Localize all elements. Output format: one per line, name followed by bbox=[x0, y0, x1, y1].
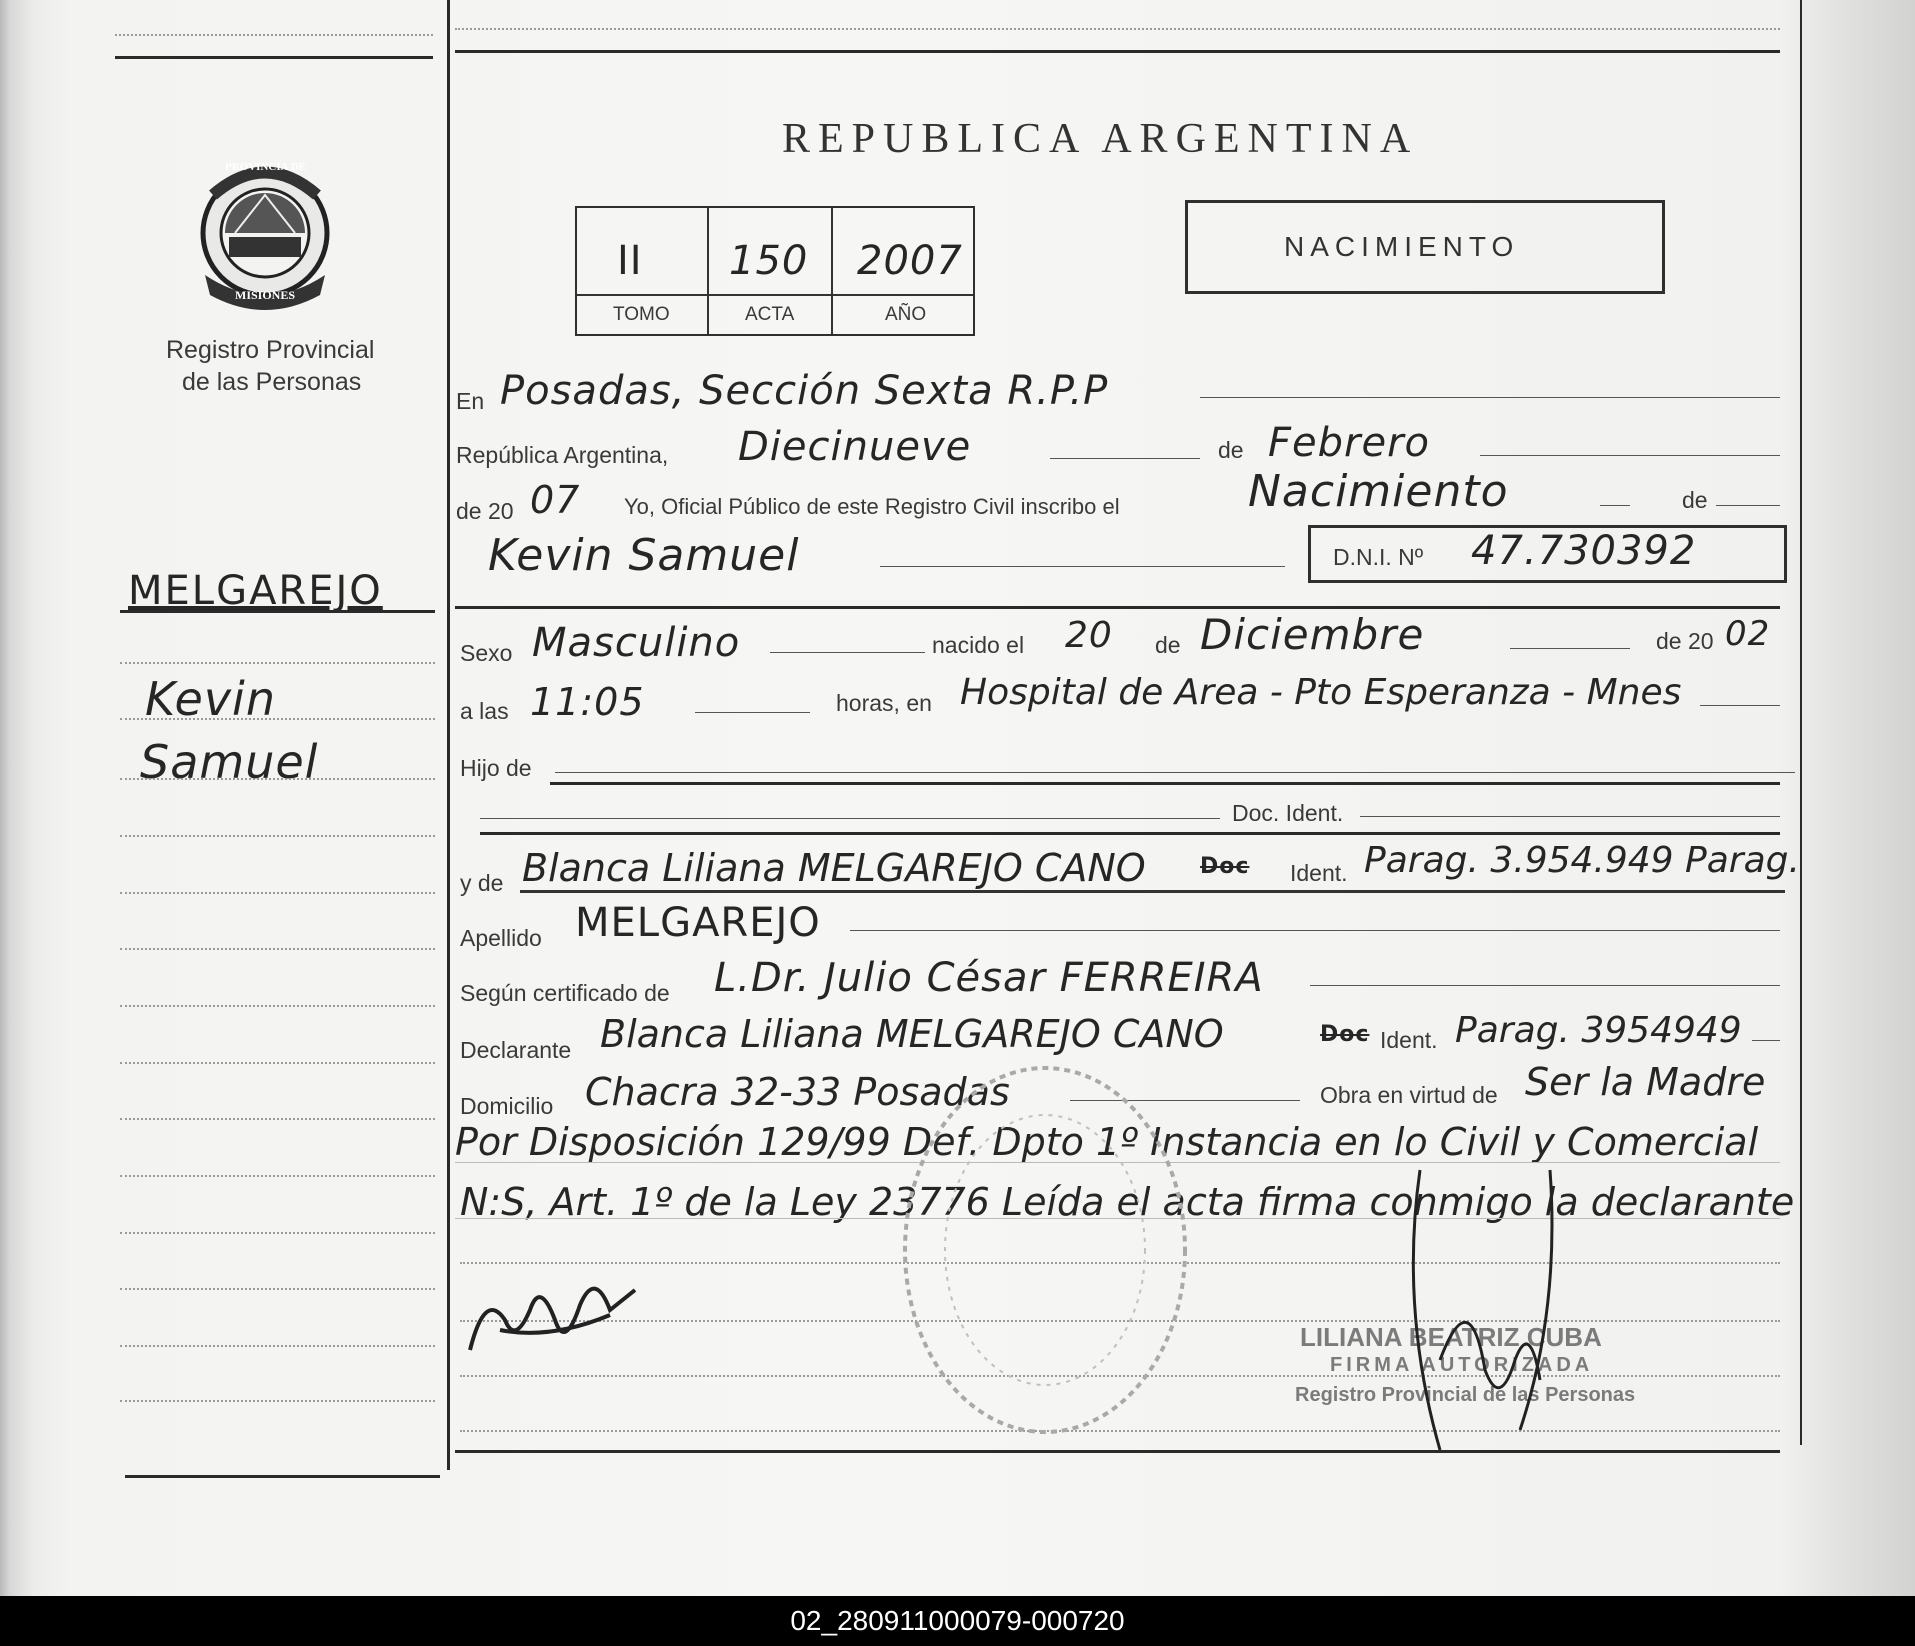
margin-dotted-13 bbox=[120, 1345, 435, 1347]
line-birth-month bbox=[1510, 648, 1630, 649]
line-birthplace bbox=[1700, 705, 1780, 706]
label-ident: Ident. bbox=[1290, 860, 1348, 886]
label-doc-ident: Doc. Ident. bbox=[1232, 800, 1344, 826]
event-entry: Nacimiento bbox=[1248, 466, 1509, 517]
margin-given-1: Kevin bbox=[145, 672, 276, 726]
line-father-doc bbox=[1360, 816, 1780, 817]
acta-label: ACTA bbox=[745, 304, 795, 325]
margin-bottom-rule bbox=[125, 1475, 440, 1478]
label-sexo: Sexo bbox=[460, 640, 513, 666]
mother-doc-struck: Doc bbox=[1200, 854, 1250, 879]
table-divider-1 bbox=[707, 208, 709, 334]
margin-dotted-5 bbox=[120, 892, 435, 894]
label-de: de bbox=[1218, 437, 1244, 463]
column-divider bbox=[447, 0, 450, 1470]
anio-label: AÑO bbox=[885, 304, 927, 325]
margin-dotted-14 bbox=[120, 1400, 435, 1402]
margin-dotted-12 bbox=[120, 1288, 435, 1290]
margin-dotted-6 bbox=[120, 948, 435, 950]
margin-dotted-3 bbox=[120, 778, 435, 780]
line-declarant bbox=[1752, 1040, 1780, 1041]
label-apellido: Apellido bbox=[460, 925, 542, 951]
birth-month-entry: Diciembre bbox=[1200, 610, 1425, 659]
label-de-20b: de 20 bbox=[1656, 628, 1714, 654]
margin-dotted-11 bbox=[120, 1232, 435, 1234]
doc-type-box bbox=[1185, 200, 1665, 294]
line-hijo-strike bbox=[550, 782, 1780, 785]
label-segun: Según certificado de bbox=[460, 980, 670, 1006]
line-de-end bbox=[1716, 505, 1780, 506]
label-obra: Obra en virtud de bbox=[1320, 1082, 1498, 1108]
table-label-rule bbox=[577, 294, 973, 296]
anio-value: 2007 bbox=[857, 238, 963, 284]
seal-top-text: PROVINCIA DE bbox=[225, 161, 306, 173]
label-de-2: de bbox=[1155, 632, 1181, 658]
label-declarante: Declarante bbox=[460, 1037, 572, 1063]
line-day bbox=[1050, 458, 1200, 459]
time-entry: 11:05 bbox=[530, 680, 645, 724]
line-sex bbox=[770, 652, 925, 653]
surname-entry: MELGAREJO bbox=[575, 900, 821, 946]
declarant-entry: Blanca Liliana MELGAREJO CANO bbox=[600, 1012, 1224, 1056]
place-entry: Posadas, Sección Sexta R.P.P bbox=[500, 368, 1109, 414]
line-event bbox=[1600, 505, 1630, 506]
dni-value: 47.730392 bbox=[1471, 528, 1697, 574]
mother-entry: Blanca Liliana MELGAREJO CANO bbox=[522, 846, 1146, 890]
top-dotted bbox=[455, 28, 1780, 30]
acta-value: 150 bbox=[729, 238, 809, 284]
right-edge-rule bbox=[1800, 0, 1802, 1445]
margin-dotted-7 bbox=[120, 1005, 435, 1007]
line-time bbox=[695, 712, 810, 713]
label-y-de: y de bbox=[460, 870, 504, 896]
label-hijo: Hijo de bbox=[460, 755, 532, 781]
birth-day-entry: 20 bbox=[1065, 615, 1113, 656]
margin-given-2: Samuel bbox=[140, 735, 319, 789]
label-dni: D.N.I. Nº bbox=[1333, 544, 1424, 570]
label-a-las: a las bbox=[460, 698, 509, 724]
line-father-strike bbox=[480, 832, 1780, 835]
line-certifier bbox=[1310, 985, 1780, 986]
province-seal bbox=[195, 155, 335, 315]
label-yo: Yo, Oficial Público de este Registro Civil inscribo el bbox=[624, 494, 1120, 519]
birthplace-entry: Hospital de Area - Pto Esperanza - Mnes bbox=[960, 672, 1682, 713]
registry-name-line1: Registro Provincial bbox=[166, 336, 375, 364]
note-line-2: N:S, Art. 1º de la Ley 23776 Leída el acta firma conmigo la declarante bbox=[460, 1180, 1795, 1224]
official-signature bbox=[1390, 1160, 1570, 1460]
label-republica: República Argentina, bbox=[456, 442, 669, 468]
mid-rule bbox=[455, 606, 1780, 609]
official-name: LILIANA BEATRIZ CUBA bbox=[1300, 1322, 1602, 1352]
line-mother bbox=[520, 890, 1785, 893]
tomo-value: II bbox=[617, 238, 643, 284]
label-en: En bbox=[456, 388, 485, 414]
registry-seal-stamp bbox=[895, 1060, 1195, 1440]
official-org: Registro Provincial de las Personas bbox=[1295, 1384, 1636, 1406]
label-domicilio: Domicilio bbox=[460, 1093, 554, 1119]
country-title: REPUBLICA ARGENTINA bbox=[782, 116, 1419, 162]
margin-dotted-9 bbox=[120, 1118, 435, 1120]
birth-year-entry: 02 bbox=[1725, 614, 1771, 654]
label-de-end: de bbox=[1682, 487, 1708, 513]
mother-doc-entry: Parag. 3.954.949 Parag. bbox=[1364, 840, 1800, 881]
line-name bbox=[880, 566, 1285, 567]
label-de-20: de 20 bbox=[456, 498, 514, 524]
record-number-table bbox=[575, 206, 975, 336]
declarant-doc-struck: Doc bbox=[1320, 1022, 1370, 1047]
line-month bbox=[1480, 455, 1780, 456]
label-nacido: nacido el bbox=[932, 632, 1025, 658]
declarant-doc-entry: Parag. 3954949 bbox=[1455, 1010, 1742, 1051]
reason-entry: Ser la Madre bbox=[1525, 1060, 1766, 1104]
month-entry: Febrero bbox=[1268, 420, 1430, 466]
margin-dotted-1 bbox=[120, 662, 435, 664]
main-top-rule bbox=[455, 50, 1780, 53]
margin-dotted-2 bbox=[120, 718, 435, 720]
margin-surname-rule bbox=[120, 610, 435, 613]
scan-identifier: 02_280911000079-000720 bbox=[0, 1596, 1915, 1646]
label-ident-2: Ident. bbox=[1380, 1027, 1438, 1053]
dni-box bbox=[1308, 525, 1787, 583]
margin-surname: MELGAREJO bbox=[128, 568, 383, 614]
day-entry: Diecinueve bbox=[738, 424, 972, 470]
child-name-entry: Kevin Samuel bbox=[488, 530, 800, 581]
line-place bbox=[1200, 397, 1780, 398]
margin-top-dotted bbox=[115, 34, 433, 36]
margin-dotted-8 bbox=[120, 1062, 435, 1064]
line-father bbox=[480, 818, 1220, 819]
margin-dotted-4 bbox=[120, 835, 435, 837]
sex-entry: Masculino bbox=[532, 620, 741, 666]
table-divider-2 bbox=[831, 208, 833, 334]
registry-name-line2: de las Personas bbox=[182, 368, 362, 396]
tomo-label: TOMO bbox=[613, 304, 670, 325]
margin-dotted-10 bbox=[120, 1175, 435, 1177]
address-entry: Chacra 32-33 Posadas bbox=[585, 1070, 1010, 1114]
label-horas: horas, en bbox=[836, 690, 932, 716]
year-entry: 07 bbox=[530, 478, 581, 522]
note-line-1: Por Disposición 129/99 Def. Dpto 1º Instancia en lo Civil y Comercial bbox=[455, 1120, 1759, 1164]
margin-top-rule bbox=[115, 56, 433, 59]
doc-type-label: NACIMIENTO bbox=[1284, 231, 1520, 262]
official-role: FIRMA AUTORIZADA bbox=[1330, 1354, 1594, 1376]
seal-bottom-text: MISIONES bbox=[235, 288, 296, 302]
line-surname bbox=[850, 930, 1780, 931]
line-hijo bbox=[555, 772, 1795, 773]
certifier-entry: L.Dr. Julio César FERREIRA bbox=[714, 955, 1264, 1001]
declarant-signature bbox=[460, 1260, 660, 1370]
main-bottom-rule bbox=[455, 1450, 1780, 1453]
